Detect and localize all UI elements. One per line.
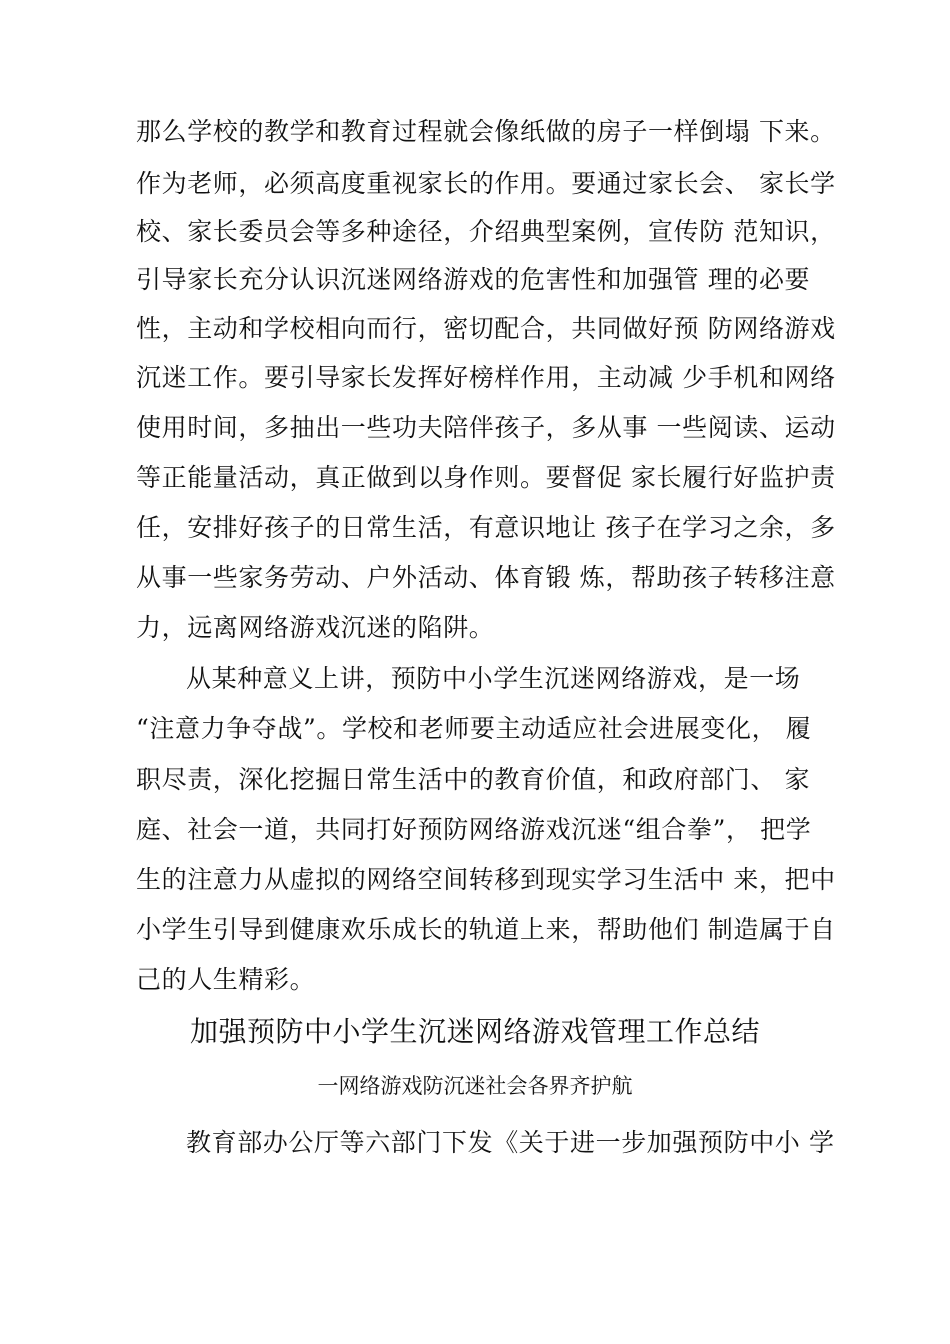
paragraph-line: 引导家长充分认识沉迷网络游戏的危害性和加强管 理的必要 bbox=[136, 265, 811, 294]
paragraph-line: 性，主动和学校相向而行，密切配合，共同做好预 防网络游戏 bbox=[136, 314, 836, 343]
paragraph-line: 己的人生精彩。 bbox=[136, 965, 316, 994]
paragraph-line: 从某种意义上讲，预防中小学生沉迷网络游戏，是一场 bbox=[186, 664, 801, 693]
paragraph-line: 等正能量活动，真正做到以身作则。要督促 家长履行好监护责 bbox=[136, 463, 836, 492]
paragraph-line: 庭、社会一道，共同打好预防网络游戏沉迷“组合拳”， 把学 bbox=[136, 815, 812, 844]
document-title: 加强预防中小学生沉迷网络游戏管理工作总结 bbox=[189, 1015, 760, 1048]
paragraph-line: “注意力争夺战”。学校和老师要主动适应社会进展变化， 履 bbox=[136, 714, 812, 743]
paragraph-line: 小学生引导到健康欢乐成长的轨道上来，帮助他们 制造属于自 bbox=[136, 915, 836, 944]
document-subtitle: 一网络游戏防沉迷社会各界齐护航 bbox=[317, 1074, 633, 1098]
paragraph-line: 教育部办公厅等六部门下发《关于进一步加强预防中小 学 bbox=[186, 1128, 835, 1157]
paragraph-line: 从事一些家务劳动、户外活动、体育锻 炼，帮助孩子转移注意 bbox=[136, 563, 836, 592]
paragraph-line: 力，远离网络游戏沉迷的陷阱。 bbox=[136, 613, 495, 642]
paragraph-line: 校、家长委员会等多种途径，介绍典型案例，宣传防 范知识， bbox=[136, 217, 836, 246]
paragraph-line: 任，安排好孩子的日常生活，有意识地让 孩子在学习之余，多 bbox=[136, 513, 836, 542]
paragraph-line: 生的注意力从虚拟的网络空间转移到现实学习生活中 来，把中 bbox=[136, 865, 836, 894]
paragraph-line: 职尽责，深化挖掘日常生活中的教育价值，和政府部门、 家 bbox=[136, 765, 811, 794]
paragraph-line: 使用时间，多抽出一些功夫陪伴孩子，多从事 一些阅读、运动 bbox=[136, 413, 836, 442]
paragraph-line: 沉迷工作。要引导家长发挥好榜样作用，主动减 少手机和网络 bbox=[136, 363, 836, 392]
paragraph-line: 作为老师，必须高度重视家长的作用。要通过家长会、 家长学 bbox=[136, 169, 836, 198]
paragraph-line: 那么学校的教学和教育过程就会像纸做的房子一样倒塌 下来。 bbox=[136, 117, 836, 146]
